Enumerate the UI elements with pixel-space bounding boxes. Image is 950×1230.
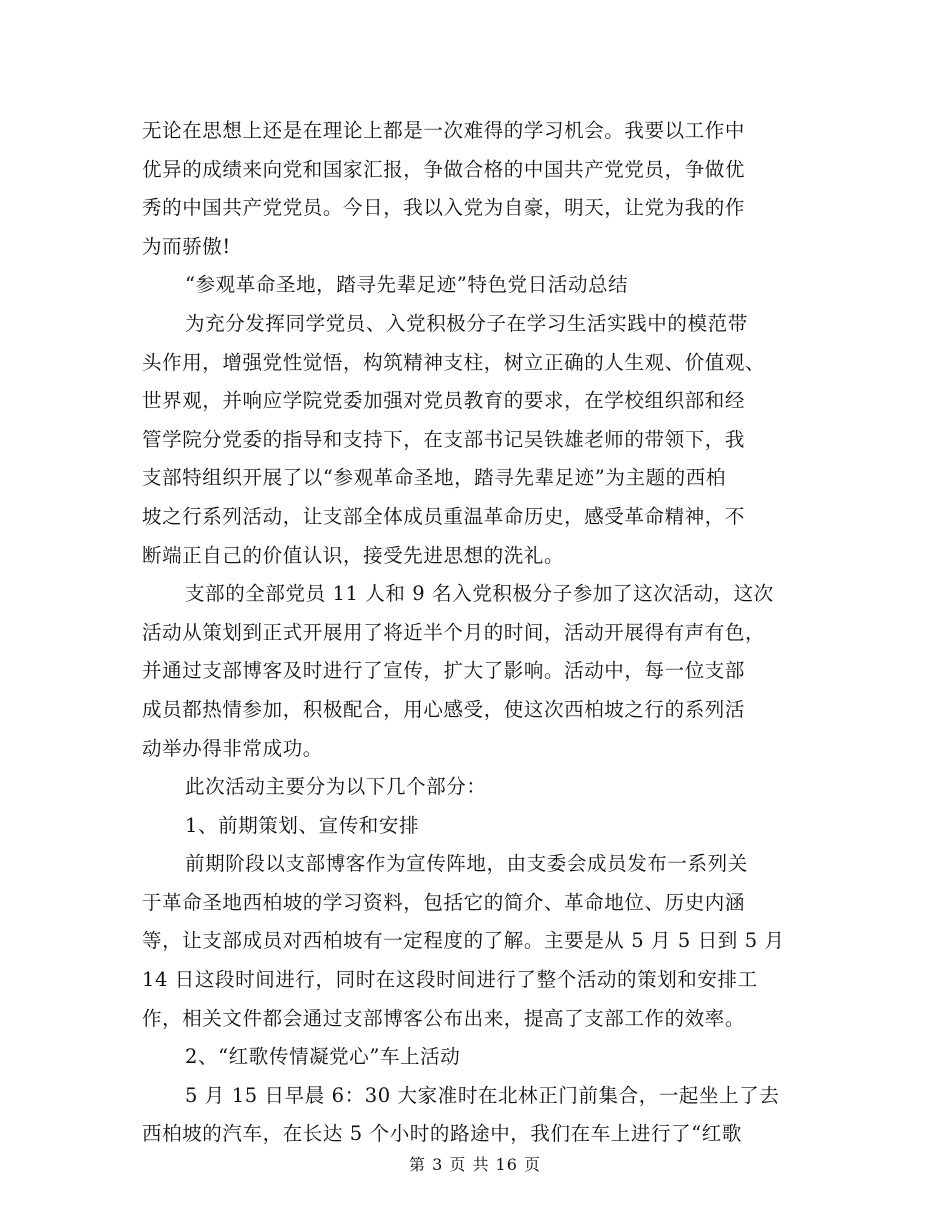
text-line: 作，相关文件都会通过支部博客公布出来，提高了支部工作的效率。 — [142, 1006, 746, 1030]
body-text — [142, 112, 814, 1154]
page-footer: 第 3 页 共 16 页 — [409, 1155, 541, 1174]
text-line: 无论在思想上还是在理论上都是一次难得的学习机会。我要以工作中 — [142, 119, 746, 142]
text-line: 此次活动主要分为以下几个部分： — [185, 775, 487, 799]
section-title: “参观革命圣地，踏寻先辈足迹”特色党日活动总结 — [185, 273, 629, 297]
text-line: 世界观，并响应学院党委加强对党员教育的要求，在学校组织部和经 — [142, 389, 746, 413]
text-line: 等，让支部成员对西柏坡有一定程度的了解。主要是从 5 月 5 日到 5 月 — [142, 929, 785, 953]
text-line: 5 月 15 日早晨 6：30 大家准时在北林正门前集合，一起坐上了去 — [185, 1083, 780, 1107]
text-line: 为而骄傲! — [142, 234, 231, 258]
text-line: 西柏坡的汽车，在长达 5 个小时的路途中，我们在车上进行了“红歌 — [142, 1122, 742, 1146]
text-line: 秀的中国共产党党员。今日，我以入党为自豪，明天，让党为我的作 — [142, 196, 746, 220]
text-line: 并通过支部博客及时进行了宣传，扩大了影响。活动中，每一位支部 — [142, 659, 746, 683]
text-line: 为充分发挥同学党员、入党积极分子在学习生活实践中的模范带 — [185, 311, 748, 335]
subsection-heading: 1、前期策划、宣传和安排 — [185, 813, 420, 837]
text-line: 14 日这段时间进行，同时在这段时间进行了整个活动的策划和安排工 — [142, 968, 758, 992]
text-line: 头作用，增强党性觉悟，构筑精神支柱，树立正确的人生观、价值观、 — [142, 350, 766, 374]
text-line: 优异的成绩来向党和国家汇报，争做合格的中国共产党党员，争做优 — [142, 157, 746, 181]
text-line: 成员都热情参加，积极配合，用心感受，使这次西柏坡之行的系列活 — [142, 697, 746, 721]
text-line: 管学院分党委的指导和支持下，在支部书记吴铁雄老师的带领下，我 — [142, 427, 746, 451]
text-line: 支部特组织开展了以“参观革命圣地，踏寻先辈足迹”为主题的西柏 — [142, 466, 726, 490]
text-line: 断端正自己的价值认识，接受先进思想的洗礼。 — [142, 543, 565, 567]
text-line: 坡之行系列活动，让支部全体成员重温革命历史，感受革命精神，不 — [142, 504, 746, 528]
subsection-heading: 2、“红歌传情凝党心”车上活动 — [185, 1045, 461, 1069]
text-line: 动举办得非常成功。 — [142, 736, 323, 760]
text-line: 支部的全部党员 11 人和 9 名入党积极分子参加了这次活动，这次 — [185, 582, 774, 606]
text-line: 前期阶段以支部博客作为宣传阵地，由支委会成员发布一系列关 — [185, 852, 748, 876]
text-line: 于革命圣地西柏坡的学习资料，包括它的简介、革命地位、历史内涵 — [142, 890, 746, 914]
text-line: 活动从策划到正式开展用了将近半个月的时间，活动开展得有声有色， — [142, 620, 766, 644]
